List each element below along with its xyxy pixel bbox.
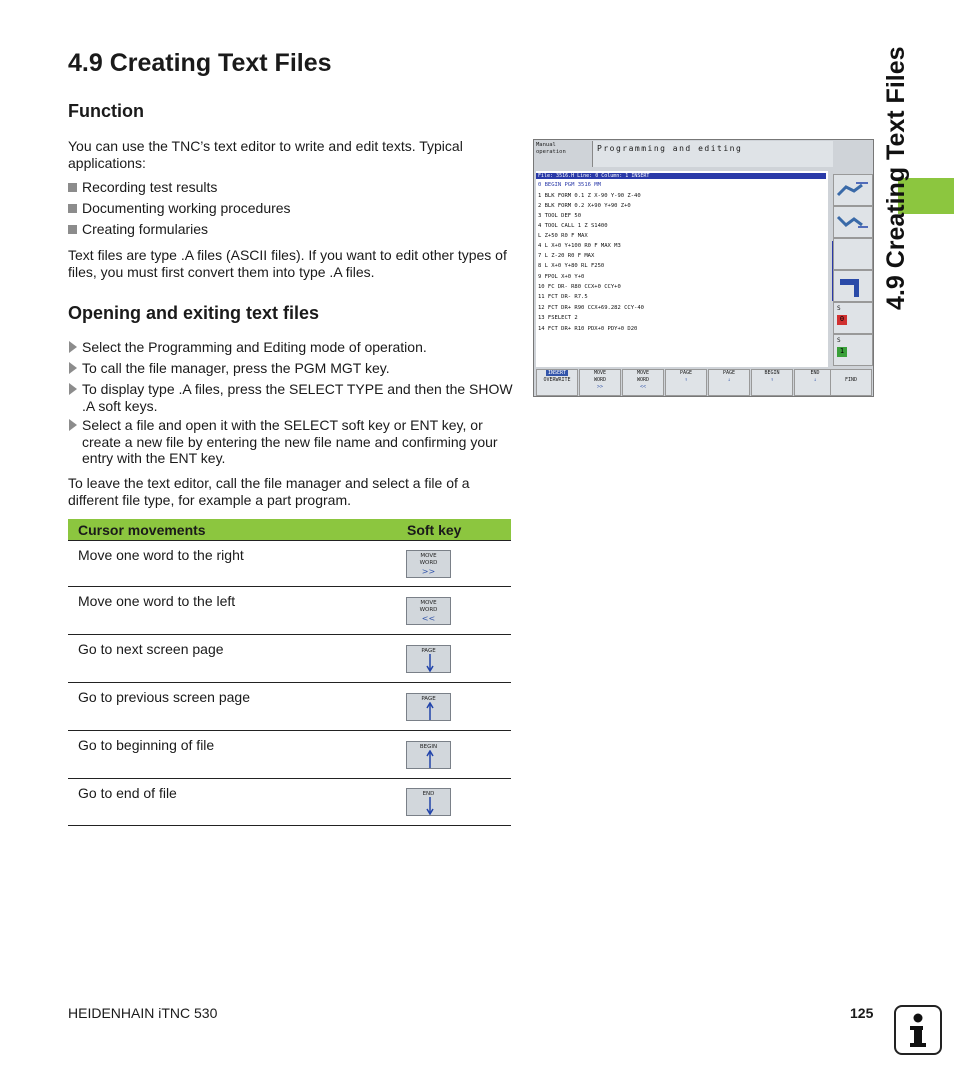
program-line: 3 TOOL DEF 50: [538, 213, 582, 219]
step-item: To call the file manager, press the PGM MGT key.: [68, 360, 522, 377]
tnc-screenshot: [533, 139, 874, 397]
up-arrow-icon: [426, 750, 434, 768]
list-item: Documenting working procedures: [68, 200, 522, 217]
table-row: [68, 683, 511, 731]
info-i-icon: [894, 1005, 942, 1055]
softkey-page-up: PAGE ↑: [665, 369, 707, 396]
table-row: [68, 779, 511, 826]
program-line: 4 TOOL CALL 1 Z S1400: [538, 223, 608, 229]
softkey-end: END ↓: [794, 369, 836, 396]
screen-title: Programming and editing: [597, 144, 743, 153]
screen-title-bar: [592, 141, 833, 167]
editor-area: [536, 171, 828, 367]
step-item: Select the Programming and Editing mode of operation.: [68, 339, 522, 356]
footer-left: HEIDENHAIN iTNC 530: [68, 1005, 218, 1021]
program-line: 14 FCT DR+ R10 PDX+0 PDY+0 D20: [538, 326, 638, 332]
contour-icon-button: [833, 174, 873, 206]
softkey-begin: BEGIN ↑: [751, 369, 793, 396]
program-line: L Z+50 R0 F MAX: [538, 233, 588, 239]
contour-icon-button: [833, 206, 873, 238]
end-softkey: END: [406, 788, 451, 816]
softkey-insert-overwrite: INSERT OVERWRITE: [536, 369, 578, 396]
page-down-softkey: PAGE: [406, 645, 451, 673]
row-label: Move one word to the left: [78, 593, 236, 609]
page-title: 4.9 Creating Text Files: [68, 49, 332, 77]
list-item: Creating formularies: [68, 221, 522, 238]
spindle-s1-button: S 1: [833, 334, 873, 366]
page-number: 125: [850, 1005, 874, 1021]
program-line: 11 FCT DR- R7.5: [538, 294, 588, 300]
program-line: 1 BLK FORM 0.1 Z X-90 Y-90 Z-40: [538, 193, 641, 199]
function-intro: You can use the TNC’s text editor to write and edit texts. Typical applications:: [68, 138, 463, 171]
softkey-move-word-left: MOVE WORD <<: [622, 369, 664, 396]
program-line: 0 BEGIN PGM 3516 MM: [538, 182, 601, 188]
down-arrow-icon: [426, 654, 434, 672]
row-label: Go to beginning of file: [78, 737, 215, 753]
coolant-icon-button: [833, 270, 873, 302]
program-line: 2 BLK FORM 0.2 X+90 Y+90 Z+0: [538, 203, 631, 209]
header-soft-key: Soft key: [407, 522, 462, 538]
program-line: 7 L Z-20 R0 F MAX: [538, 253, 595, 259]
program-line: 8 L X+0 Y+80 RL F250: [538, 263, 605, 269]
softkey-page-down: PAGE ↓: [708, 369, 750, 396]
side-tab-title: 4.9 Creating Text Files: [882, 46, 910, 310]
softkey-find: FIND: [830, 369, 872, 396]
leave-paragraph: To leave the text editor, call the file manager and select a file of a different file type, for example a part program.: [68, 475, 470, 508]
program-line: 12 FCT DR+ R90 CCX+69.282 CCY-40: [538, 305, 644, 311]
down-arrow-icon: [426, 797, 434, 815]
page-up-softkey: PAGE: [406, 693, 451, 721]
table-row: [68, 587, 511, 635]
opening-heading: Opening and exiting text files: [68, 303, 320, 323]
header-cursor-movements: Cursor movements: [78, 522, 206, 538]
function-note: Text files are type .A files (ASCII files). If you want to edit other types of files, you must first convert them into type .A files.: [68, 247, 507, 280]
table-row: [68, 731, 511, 779]
program-line: 9 FPOL X+0 Y+0: [538, 274, 585, 280]
blank-button: [833, 238, 873, 270]
row-label: Move one word to the right: [78, 547, 244, 563]
up-arrow-icon: [426, 702, 434, 720]
move-word-right-softkey: MOVE WORD >>: [406, 550, 451, 578]
table-row: [68, 541, 511, 587]
spindle-s0-button: S 0: [833, 302, 873, 334]
mode-label: Manual operation: [536, 142, 566, 155]
move-word-left-softkey: MOVE WORD <<: [406, 597, 451, 625]
softkey-move-word-right: MOVE WORD >>: [579, 369, 621, 396]
table-header: [68, 519, 511, 540]
step-item: To display type .A files, press the SELECT TYPE and then the SHOW .A soft keys.: [68, 381, 522, 414]
function-heading: Function: [68, 101, 144, 121]
program-line: 13 FSELECT 2: [538, 315, 578, 321]
begin-softkey: BEGIN: [406, 741, 451, 769]
row-label: Go to end of file: [78, 785, 177, 801]
step-item: Select a file and open it with the SELECT soft key or ENT key, or create a new file by entering the new file name and confirming your entry with the ENT key.: [68, 417, 512, 467]
program-line: 4 L X+0 Y+100 R0 F MAX M3: [538, 243, 621, 249]
row-label: Go to next screen page: [78, 641, 224, 657]
program-line: 10 FC DR- R80 CCX+0 CCY+0: [538, 284, 621, 290]
row-label: Go to previous screen page: [78, 689, 250, 705]
list-item: Recording test results: [68, 179, 522, 196]
table-row: [68, 635, 511, 683]
editor-info-bar: File: 3516.H Line: 0 Column: 1 INSERT: [536, 173, 826, 179]
